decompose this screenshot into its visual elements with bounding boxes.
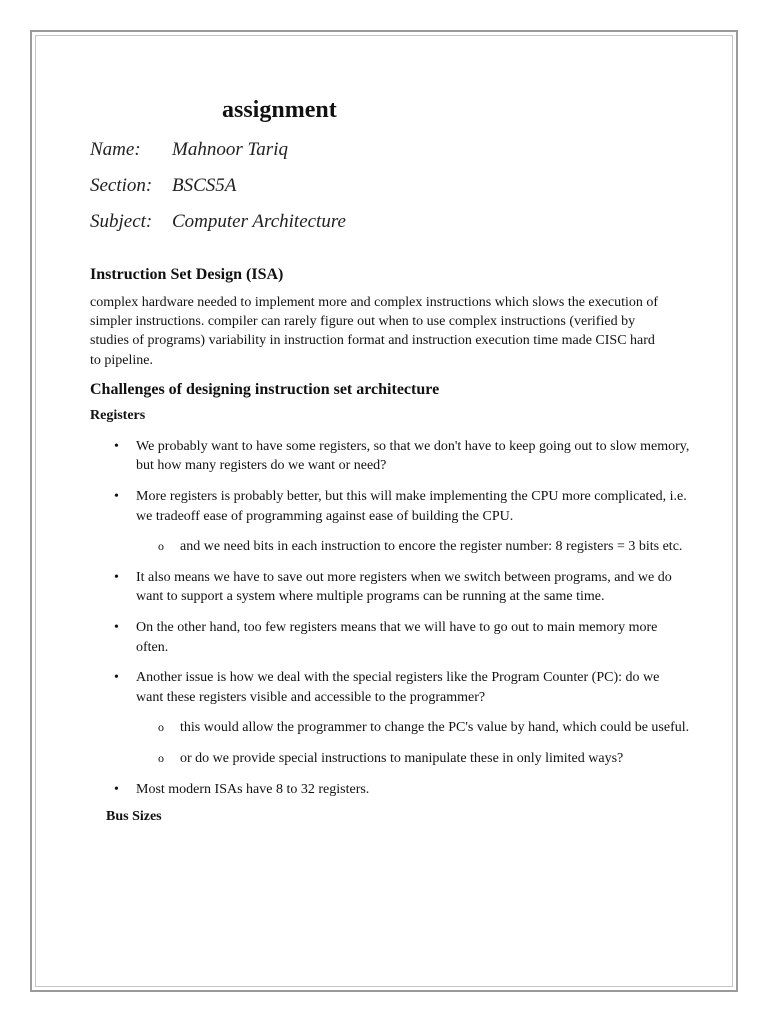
list-item	[90, 618, 690, 657]
list-item	[90, 568, 690, 607]
sub-list-item	[90, 749, 690, 769]
document-page	[90, 90, 690, 825]
sub-bullet-list-1	[90, 537, 690, 557]
sub-list-item	[90, 537, 690, 557]
bullet-icon: •	[114, 670, 119, 686]
subheading-registers: Registers	[90, 407, 146, 423]
section-heading-challenges: Challenges of designing instruction set architecture	[90, 380, 440, 398]
registers-bullet-list	[90, 437, 690, 526]
meta-section-value: BSCS5A	[172, 175, 237, 196]
subheading-bus-sizes: Bus Sizes	[106, 809, 162, 825]
sub-list-item-text: and we need bits in each instruction to encore the register number: 8 registers = 3 bits etc.	[180, 539, 683, 555]
list-item	[90, 437, 690, 476]
list-item	[90, 668, 690, 707]
bullet-icon: •	[114, 619, 119, 635]
list-item-text: More registers is probably better, but this will make implementing the CPU more complicated, i.e. we tradeoff ease of programming against ease of building the CPU.	[136, 489, 687, 524]
list-item-text: Most modern ISAs have 8 to 32 registers.	[136, 781, 370, 797]
meta-block	[90, 132, 690, 240]
circle-bullet-icon: o	[158, 750, 164, 765]
list-item	[90, 780, 690, 800]
list-item-text: Another issue is how we deal with the special registers like the Program Counter (PC): do we want these registers visible and accessible to the programmer?	[136, 670, 660, 705]
sub-list-item	[90, 718, 690, 738]
list-item	[90, 487, 690, 526]
bullet-icon: •	[114, 489, 119, 504]
registers-bullet-list-3	[90, 780, 690, 800]
bullet-icon: •	[114, 438, 119, 454]
meta-section-row	[90, 168, 690, 204]
circle-bullet-icon: o	[158, 720, 164, 735]
section-heading-isa: Instruction Set Design (ISA)	[90, 266, 284, 283]
meta-subject-label: Subject:	[90, 211, 153, 232]
meta-name-value: Mahnoor Tariq	[172, 139, 288, 160]
meta-subject-row	[90, 204, 690, 240]
meta-subject-value: Computer Architecture	[172, 211, 346, 232]
circle-bullet-icon: o	[158, 539, 164, 554]
list-item-text: On the other hand, too few registers means that we will have to go out to main memory more often.	[136, 619, 658, 655]
meta-name-label: Name:	[90, 139, 141, 160]
document-title: assignment	[222, 97, 337, 123]
meta-name-row	[90, 132, 690, 168]
list-item-text: We probably want to have some registers, so that we don't have to keep going out to slow memory, but how many registers do we want or need?	[136, 438, 690, 474]
bullet-icon: •	[114, 569, 119, 585]
sub-bullet-list-2	[90, 718, 690, 768]
meta-section-label: Section:	[90, 175, 153, 196]
isa-paragraph: complex hardware needed to implement more and complex instructions which slows the execution of simpler instructions. compiler can rarely figure out when to use complex instructions (verified by studies of programs) variability in instruction format and instruction execution time made CISC hard to pipeline.	[90, 295, 659, 368]
sub-list-item-text: this would allow the programmer to change the PC's value by hand, which could be useful.	[180, 720, 690, 736]
registers-bullet-list-2	[90, 568, 690, 708]
sub-list-item-text: or do we provide special instructions to manipulate these in only limited ways?	[180, 750, 624, 766]
list-item-text: It also means we have to save out more registers when we switch between programs, and we do want to support a system where multiple programs can be running at the same time.	[136, 569, 672, 605]
bullet-icon: •	[114, 781, 119, 797]
